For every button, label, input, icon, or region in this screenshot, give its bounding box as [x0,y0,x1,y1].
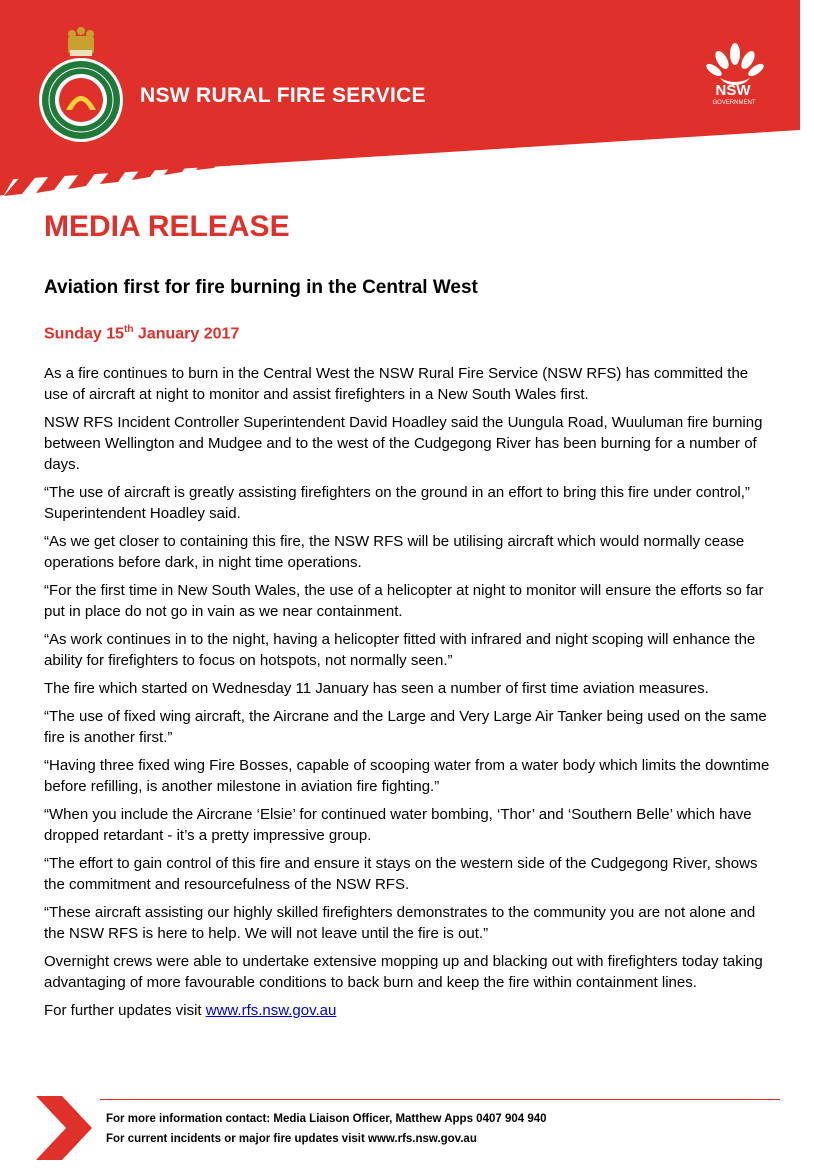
release-date [44,324,239,343]
updates-paragraph [44,1000,774,1021]
updates-prefix: For further updates visit [44,1002,206,1019]
headline: Aviation first for fire burning in the Central West [44,277,478,298]
paragraph: “The use of aircraft is greatly assisting firefighters on the ground in an effort to bring this fire under control,” Superintendent Hoadley said. [44,484,750,522]
paragraph: “The use of fixed wing aircraft, the Aircrane and the Large and Very Large Air Tanker being used on the same fire is another first.” [44,708,767,746]
paragraph: “As we get closer to containing this fire, the NSW RFS will be utilising aircraft which would normally cease operations before dark, in night time operations. [44,533,745,571]
paragraph: “For the first time in New South Wales, the use of a helicopter at night to monitor will ensure the efforts so far put in place do not go in vain as we near containment. [44,582,764,620]
footer-contact: For more information contact: Media Liaison Officer, Matthew Apps 0407 904 940 [106,1113,547,1125]
rfs-crest-logo [36,26,126,144]
paragraph: “The effort to gain control of this fire and ensure it stays on the western side of the Cudgegong River, shows the commitment and resourcefulness of the NSW RFS. [44,855,758,893]
paragraph: The fire which started on Wednesday 11 January has seen a number of first time aviation measures. [44,680,709,697]
footer-divider [100,1099,780,1100]
date-suffix: th [124,324,134,335]
crown-icon [68,27,94,56]
nsw-gov-logo-text: NSW [715,82,751,99]
paragraph: Overnight crews were able to undertake extensive mopping up and blacking out with firefighters today taking advantaging of more favourable conditions to back burn and keep the fire within containment lines. [44,953,763,991]
org-name: NSW RURAL FIRE SERVICE [140,84,426,107]
body-text [44,363,774,1028]
footer-incidents: For current incidents or major fire updates visit www.rfs.nsw.gov.au [106,1133,477,1145]
nsw-gov-logo-subtext: GOVERNMENT [712,100,756,106]
paragraph: “As work continues in to the night, having a helicopter fitted with infrared and night scoping will enhance the ability for firefighters to focus on hotspots, not normally seen.” [44,631,756,669]
paragraph: “Having three fixed wing Fire Bosses, capable of scooping water from a water body which limits the downtime before refilling, is another milestone in aviation fire fighting.” [44,757,770,795]
date-rest: January 2017 [133,325,240,343]
paragraph: As a fire continues to burn in the Central West the NSW Rural Fire Service (NSW RFS) has committed the use of aircraft at night to monitor and assist firefighters in a New South Wales first. [44,365,749,403]
media-release-label: MEDIA RELEASE [44,210,290,243]
paragraph: NSW RFS Incident Controller Superintendent David Hoadley said the Uungula Road, Wuuluman fire burning between Wellington and Mudgee and to the west of the Cudgegong River has been burning for a number of days. [44,414,763,473]
rfs-website-link[interactable]: www.rfs.nsw.gov.au [205,1002,337,1019]
date-day: Sunday 15 [44,325,125,343]
paragraph: “When you include the Aircrane ‘Elsie’ for continued water bombing, ‘Thor’ and ‘Southern Belle’ which have dropped retardant - it’s a pretty impressive group. [44,806,752,844]
paragraph: “These aircraft assisting our highly skilled firefighters demonstrates to the community you are not alone and the NSW RFS is here to help. We will not leave until the fire is out.” [44,904,756,942]
footer-chevron-icon [28,1096,100,1160]
